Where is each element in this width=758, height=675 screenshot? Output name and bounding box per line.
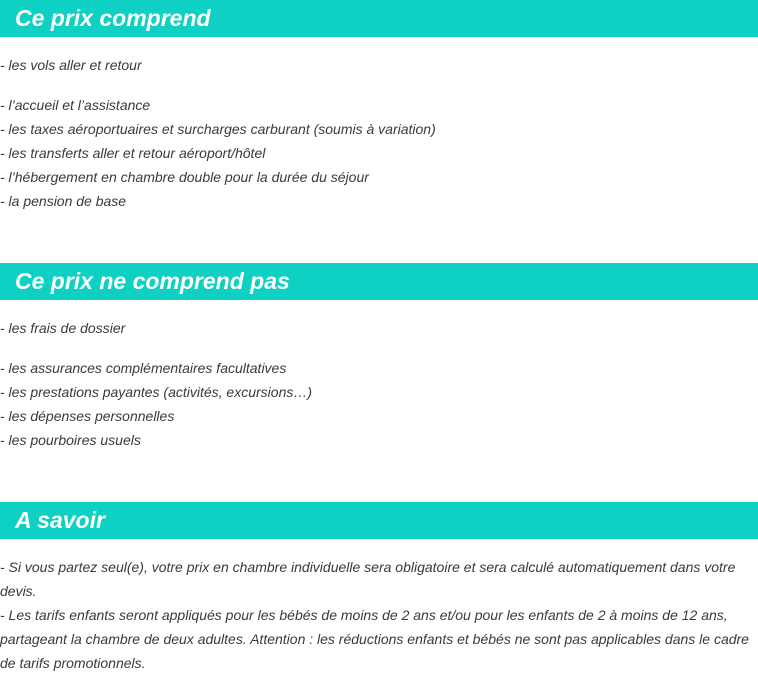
list-item: - l’hébergement en chambre double pour la durée du séjour: [0, 169, 369, 185]
info-paragraph: - Les tarifs enfants seront appliqués pour les bébés de moins de 2 ans et/ou pour les enfants de 2 à moins de 12 ans, partageant la chambre de deux adultes. Attention : les réductions enfants et bébés ne sont pas applicables dans le cadre de tarifs promotionnels.: [0, 607, 749, 671]
section-header-a-savoir: [0, 502, 758, 539]
section-header-ce-prix-ne-comprend-pas: [0, 263, 758, 300]
list-item: - la pension de base: [0, 193, 127, 209]
list-item: - les frais de dossier: [0, 320, 126, 336]
list-item: - les taxes aéroportuaires et surcharges carburant (soumis à variation): [0, 121, 436, 137]
info-paragraph: - Si vous partez seul(e), votre prix en chambre individuelle sera obligatoire et sera calculé automatiquement dans votre devis.: [0, 559, 736, 599]
section-header-ce-prix-comprend: [0, 0, 758, 37]
section-title: Ce prix ne comprend pas: [15, 268, 290, 294]
list-item: - les vols aller et retour: [0, 57, 142, 73]
section-title: Ce prix comprend: [15, 5, 211, 31]
section-title: A savoir: [15, 507, 105, 533]
list-item: - les transferts aller et retour aéroport/hôtel: [0, 145, 266, 161]
list-item: - les pourboires usuels: [0, 432, 141, 448]
list-item: - l’accueil et l’assistance: [0, 97, 151, 113]
list-item: - les dépenses personnelles: [0, 408, 175, 424]
list-item: - les prestations payantes (activités, excursions…): [0, 384, 313, 400]
list-item: - les assurances complémentaires facultatives: [0, 360, 287, 376]
